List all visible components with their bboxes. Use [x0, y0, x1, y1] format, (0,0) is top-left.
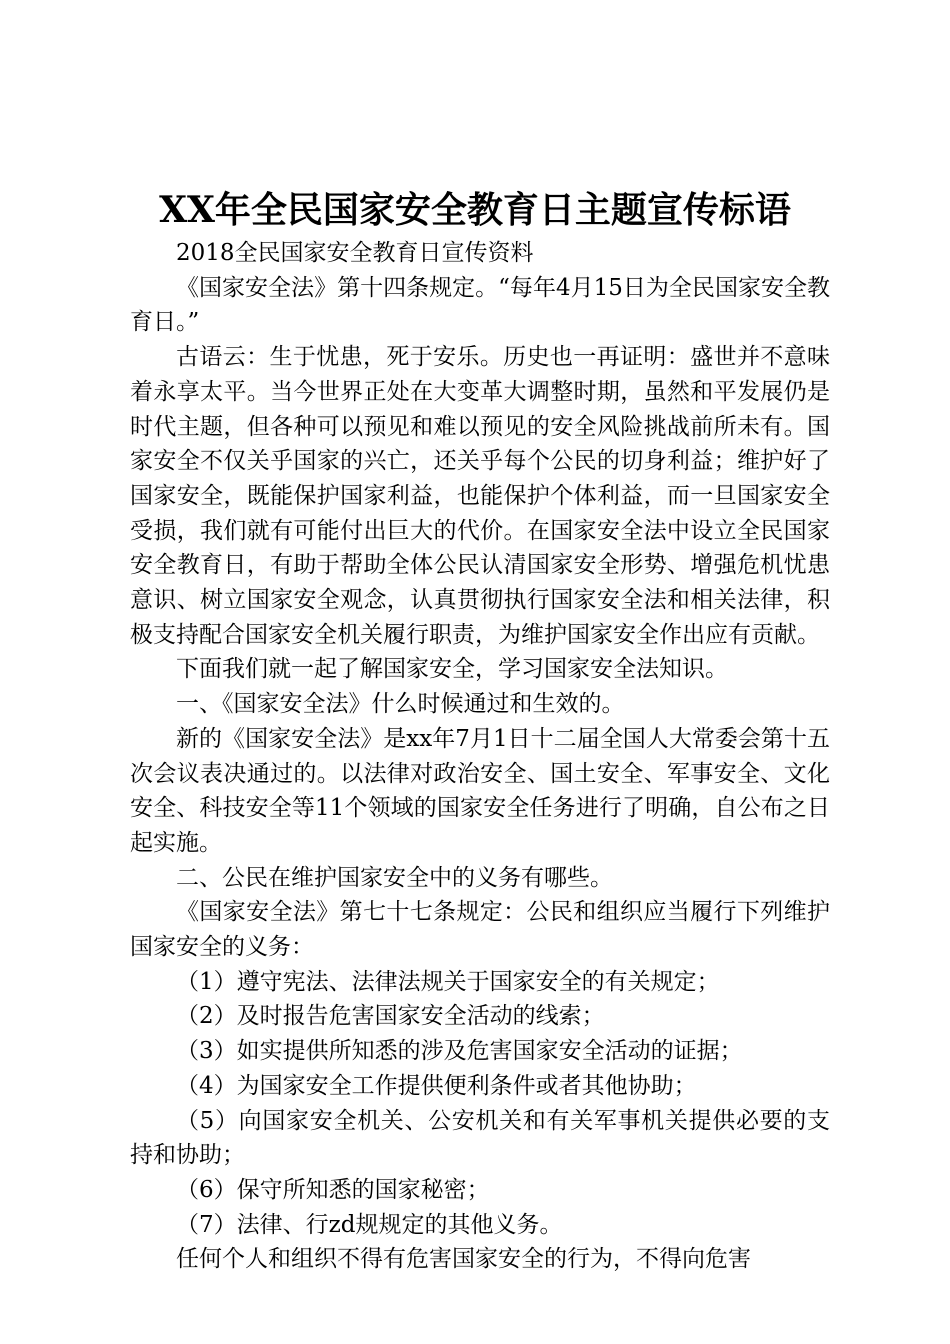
- list-item-obligation-7: （7）法律、行zd规规定的其他义务。: [176, 1211, 563, 1238]
- document-body: [130, 236, 830, 1277]
- paragraph-lead-in: 下面我们就一起了解国家安全，学习国家安全法知识。: [176, 656, 728, 683]
- paragraph-subtitle: 2018全民国家安全教育日宣传资料: [176, 240, 534, 266]
- paragraph-introduction: 古语云：生于忧患，死于安乐。历史也一再证明：盛世并不意味着永享太平。当今世界正处在大变革大调整时期，虽然和平发展仍是时代主题，但各种可以预见和难以预见的安全风险挑战前所未有。国家安全不仅关乎国家的兴亡，还关乎每个公民的切身利益；维护好了国家安全，既能保护国家利益，也能保护个体利益，而一旦国家安全受损，我们就有可能付出巨大的代价。在国家安全法中设立全民国家安全教育日，有助于帮助全体公民认清国家安全形势、增强危机忧患意识、树立国家安全观念，认真贯彻执行国家安全法和相关法律，积极支持配合国家安全机关履行职责，为维护国家安全作出应有贡献。: [130, 344, 830, 648]
- paragraph-closing: 任何个人和组织不得有危害国家安全的行为，不得向危害: [176, 1246, 751, 1273]
- paragraph-law-article-14: 《国家安全法》第十四条规定。“每年4月15日为全民国家安全教育日。”: [130, 274, 830, 336]
- document-title: XX年全民国家安全教育日主题宣传标语: [159, 189, 791, 231]
- list-item-obligation-1: （1）遵守宪法、法律法规关于国家安全的有关规定；: [176, 968, 720, 995]
- list-item-obligation-6: （6）保守所知悉的国家秘密；: [176, 1176, 490, 1203]
- paragraph-section-1: 新的《国家安全法》是xx年7月1日十二届全国人大常委会第十五次会议表决通过的。以法律对政治安全、国土安全、军事安全、文化安全、科技安全等11个领域的国家安全任务进行了明确，自公布之日起实施。: [130, 725, 830, 856]
- paragraph-law-article-77: 《国家安全法》第七十七条规定：公民和组织应当履行下列维护国家安全的义务：: [130, 899, 830, 961]
- list-item-obligation-3: （3）如实提供所知悉的涉及危害国家安全活动的证据；: [176, 1038, 743, 1065]
- list-item-obligation-2: （2）及时报告危害国家安全活动的线索；: [176, 1003, 605, 1030]
- section-heading-2: 二、公民在维护国家安全中的义务有哪些。: [176, 864, 613, 891]
- section-heading-1: 一、《国家安全法》什么时候通过和生效的。: [176, 691, 625, 718]
- list-item-obligation-5: （5）向国家安全机关、公安机关和有关军事机关提供必要的支持和协助；: [130, 1107, 830, 1169]
- list-item-obligation-4: （4）为国家安全工作提供便利条件或者其他协助；: [176, 1072, 697, 1099]
